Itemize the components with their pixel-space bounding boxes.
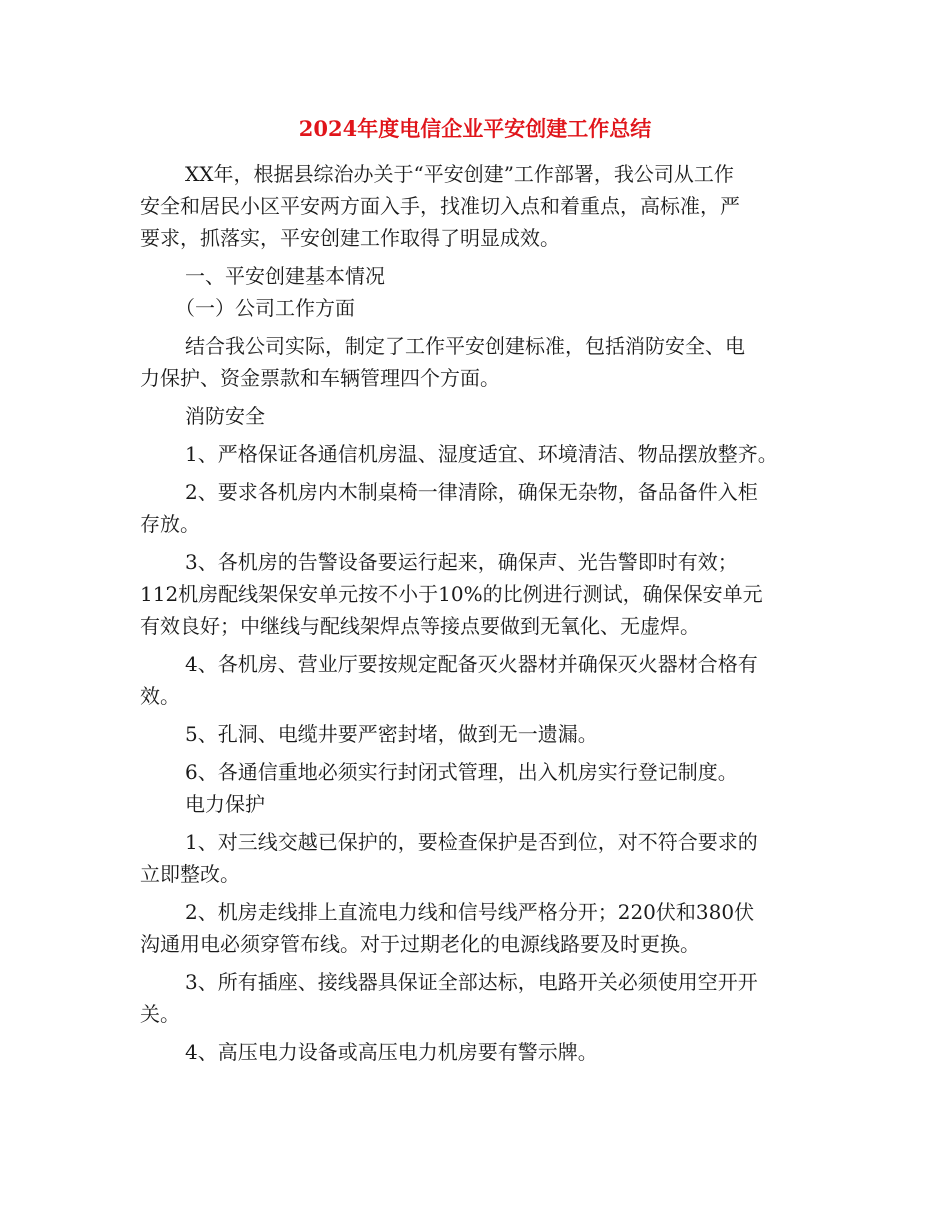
document-title: 2024年度电信企业平安创建工作总结 [298,116,652,141]
document-body [140,158,808,1068]
paragraph-line: 安全和居民小区平安两方面入手，找准切入点和着重点，高标准，严 [140,194,740,218]
list-item-continuation: 有效良好；中继线与配线架焊点等接点要做到无氧化、无虚焊。 [140,614,700,638]
paragraph-line: 结合我公司实际，制定了工作平安创建标准，包括消防安全、电 [185,334,745,358]
subheading-fire-safety: 消防安全 [185,404,265,428]
list-item-continuation: 存放。 [140,512,200,536]
list-item-continuation: 关。 [140,1002,180,1026]
list-item-continuation: 立即整改。 [140,862,240,886]
subheading-power-protection: 电力保护 [185,792,265,816]
paragraph-line: XX年，根据县综治办关于“平安创建”工作部署，我公司从工作 [185,162,734,186]
list-item: 6、各通信重地必须实行封闭式管理，出入机房实行登记制度。 [185,760,738,784]
list-item: 4、各机房、营业厅要按规定配备灭火器材并确保灭火器材合格有 [185,652,758,676]
list-item: 3、所有插座、接线器具保证全部达标，电路开关必须使用空开开 [185,970,758,994]
list-item-continuation: 沟通用电必须穿管布线。对于过期老化的电源线路要及时更换。 [140,932,700,956]
section-heading: 一、平安创建基本情况 [185,264,385,288]
list-item-continuation: 112机房配线架保安单元按不小于10%的比例进行测试，确保保安单元 [140,582,763,606]
list-item: 3、各机房的告警设备要运行起来，确保声、光告警即时有效； [185,550,738,574]
list-item-continuation: 效。 [140,684,180,708]
list-item: 4、高压电力设备或高压电力机房要有警示牌。 [185,1040,598,1064]
subsection-heading: （一）公司工作方面 [175,296,355,320]
paragraph-line: 要求，抓落实，平安创建工作取得了明显成效。 [140,226,560,250]
paragraph-line: 力保护、资金票款和车辆管理四个方面。 [140,366,500,390]
list-item: 1、严格保证各通信机房温、湿度适宜、环境清洁、物品摆放整齐。 [185,442,778,466]
list-item: 5、孔洞、电缆井要严密封堵，做到无一遗漏。 [185,722,598,746]
list-item: 2、机房走线排上直流电力线和信号线严格分开；220伏和380伏 [185,900,755,924]
list-item: 1、对三线交越已保护的，要检查保护是否到位，对不符合要求的 [185,830,758,854]
list-item: 2、要求各机房内木制桌椅一律清除，确保无杂物，备品备件入柜 [185,480,758,504]
